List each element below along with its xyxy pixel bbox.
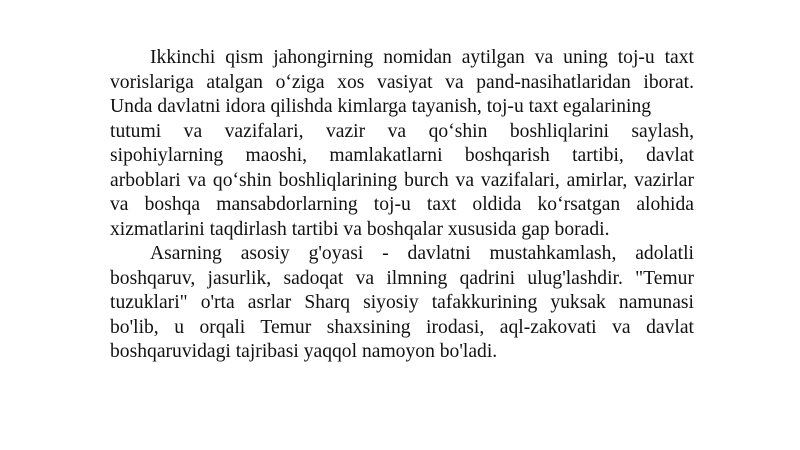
text-line: Ikkinchi qism jahongirning nomidan aytilgan va uning toj-u taxt	[150, 47, 694, 68]
text-line: vorislariga atalgan o‘ziga xos vasiyat va pand-nasihatlaridan iborat.	[110, 71, 694, 93]
text-line: sipohiylarning maoshi, mamlakatlarni boshqarish tartibi, davlat	[110, 145, 694, 166]
text-line: xizmatlarini taqdirlash tartibi va boshqalar xususida gap boradi.	[110, 218, 610, 240]
paragraph-1	[110, 46, 694, 242]
text-line: va boshqa mansabdorlarning toj-u taxt oldida ko‘rsatgan alohida	[110, 194, 694, 215]
text-line: Asarning asosiy g'oyasi - davlatni mustahkamlash, adolatli	[150, 243, 694, 264]
text-block	[110, 46, 694, 365]
text-line: Unda davlatni idora qilishda kimlarga tayanish, toj-u taxt egalarining	[110, 96, 652, 117]
text-line: bo'lib, u orqali Temur shaxsining irodasi, aql-zakovati va davlat	[110, 316, 694, 338]
paragraph-2	[110, 242, 694, 365]
text-line: tutumi va vazifalari, vazir va qo‘shin boshliqlarini saylash,	[110, 120, 694, 142]
text-line: arboblari va qo‘shin boshliqlarining burch va vazifalari, amirlar, vazirlar	[110, 169, 694, 191]
text-line: boshqaruv, jasurlik, sadoqat va ilmning qadrini ulug'lashdir. "Temur	[110, 267, 694, 289]
text-line: boshqaruvidagi tajribasi yaqqol namoyon bo'ladi.	[110, 341, 498, 362]
text-line: tuzuklari" o'rta asrlar Sharq siyosiy tafakkurining yuksak namunasi	[110, 292, 694, 313]
